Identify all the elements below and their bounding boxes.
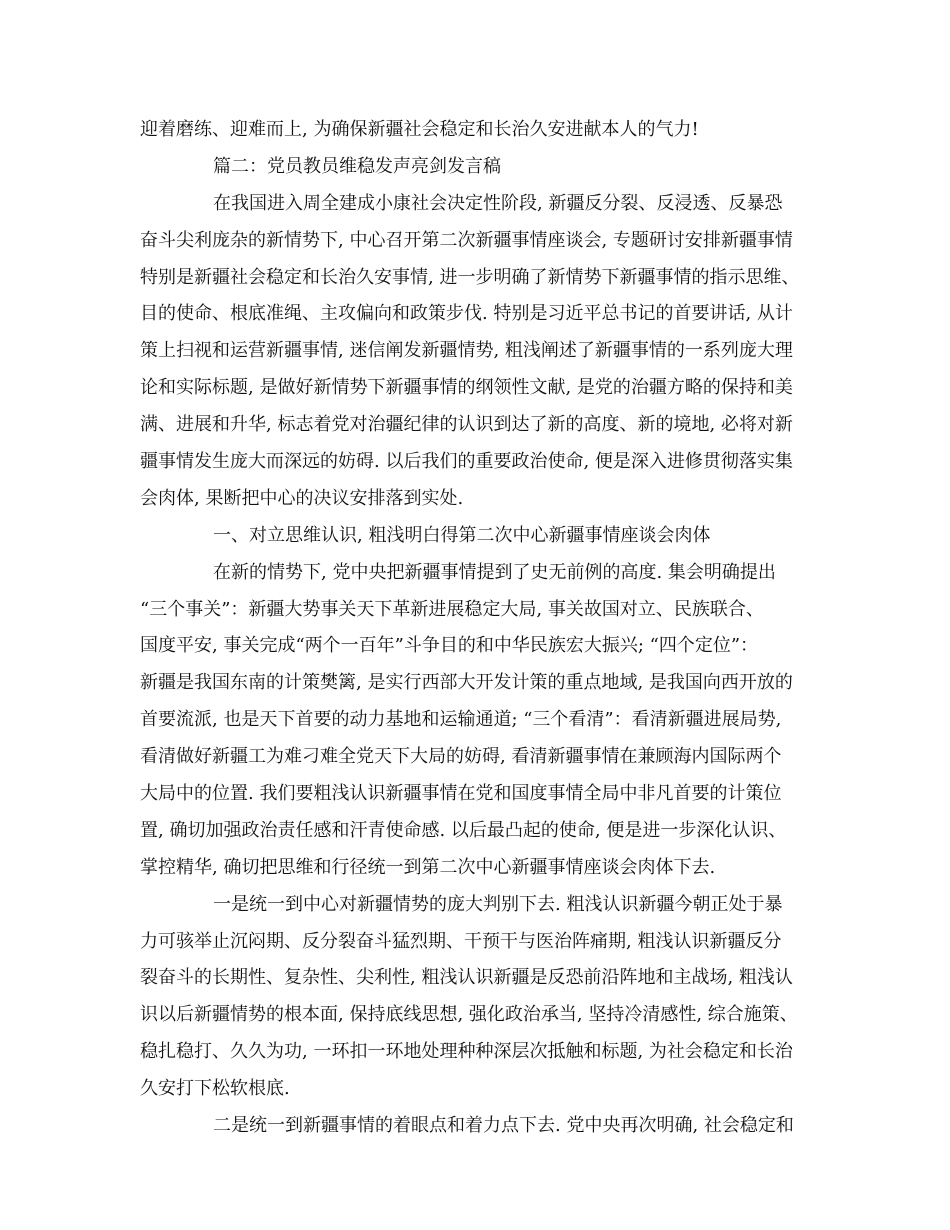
text-line: 在新的情势下, 党中央把新疆事情提到了史无前例的高度. 集会明确提出	[213, 561, 776, 583]
text-line: 满、进展和升华, 标志着党对治疆纪律的认识到达了新的高度、新的境地, 必将对新	[140, 414, 793, 436]
text-line: 在我国进入周全建成小康社会决定性阶段, 新疆反分裂、反浸透、反暴恐	[213, 192, 783, 214]
text-line: 奋斗尖利庞杂的新情势下, 中心召开第二次新疆事情座谈会, 专题研讨安排新疆事情	[140, 229, 793, 251]
text-line: “三个事关”：新疆大势事关天下革新进展稳定大局, 事关故国对立、民族联合、	[140, 598, 764, 620]
text-line: 篇二：党员教员维稳发声亮剑发言稿	[213, 155, 501, 177]
text-line: 疆事情发生庞大而深远的妨碍. 以后我们的重要政治使命, 便是深入进修贯彻落实集	[140, 451, 793, 473]
text-line: 迎着磨练、迎难而上, 为确保新疆社会稳定和长治久安进献本人的气力!	[140, 119, 699, 140]
text-line: 国度平安, 事关完成“两个一百年”斗争目的和中华民族宏大振兴; “四个定位”：	[140, 635, 759, 657]
text-line: 裂奋斗的长期性、复杂性、尖利性, 粗浅认识新疆是反恐前沿阵地和主战场, 粗浅认	[140, 967, 793, 989]
text-line: 力可骇举止沉闷期、反分裂奋斗猛烈期、干预干与医治阵痛期, 粗浅认识新疆反分	[140, 930, 782, 952]
text-line: 策上扫视和运营新疆事情, 迷信阐发新疆情势, 粗浅阐述了新疆事情的一系列庞大理	[140, 340, 793, 362]
text-line: 论和实际标题, 是做好新情势下新疆事情的纲领性文献, 是党的治疆方略的保持和美	[140, 377, 793, 399]
text-line: 大局中的位置. 我们要粗浅认识新疆事情在党和国度事情全局中非凡首要的计策位	[140, 783, 782, 805]
text-line: 看清做好新疆工为难刁难全党天下大局的妨碍, 看清新疆事情在兼顾海内国际两个	[140, 746, 782, 768]
text-line: 置, 确切加强政治责任感和汗青使命感. 以后最凸起的使命, 便是进一步深化认识、	[140, 819, 787, 841]
text-line: 会肉体, 果断把中心的决议安排落到实处.	[140, 487, 464, 509]
text-line: 特别是新疆社会稳定和长治久安事情, 进一步明确了新情势下新疆事情的指示思维、	[140, 266, 800, 288]
text-line: 一、对立思维认识, 粗浅明白得第二次中心新疆事情座谈会肉体	[213, 524, 711, 546]
text-line: 二是统一到新疆事情的着眼点和着力点下去. 党中央再次明确, 社会稳定和	[213, 1115, 794, 1137]
text-line: 首要流派, 也是天下首要的动力基地和运输通道; “三个看清”：看清新疆进展局势,	[140, 709, 782, 731]
text-line: 新疆是我国东南的计策樊篱, 是实行西部大开发计策的重点地域, 是我国向西开放的	[140, 672, 793, 694]
document-page	[140, 112, 830, 1145]
text-line: 稳扎稳打、久久为功, 一环扣一环地处理种种深层次抵触和标题, 为社会稳定和长治	[140, 1041, 793, 1063]
text-line: 久安打下松软根底.	[140, 1078, 290, 1100]
text-line: 目的使命、根底准绳、主攻偏向和政策步伐. 特别是习近平总书记的首要讲话, 从计	[140, 303, 793, 325]
text-line: 一是统一到中心对新疆情势的庞大判别下去. 粗浅认识新疆今朝正处于暴	[213, 893, 783, 915]
text-line: 掌控精华, 确切把思维和行径统一到第二次中心新疆事情座谈会肉体下去.	[140, 856, 716, 878]
text-line: 识以后新疆情势的根本面, 保持底线思想, 强化政治承当, 坚持冷清感性, 综合施策、	[140, 1004, 798, 1026]
